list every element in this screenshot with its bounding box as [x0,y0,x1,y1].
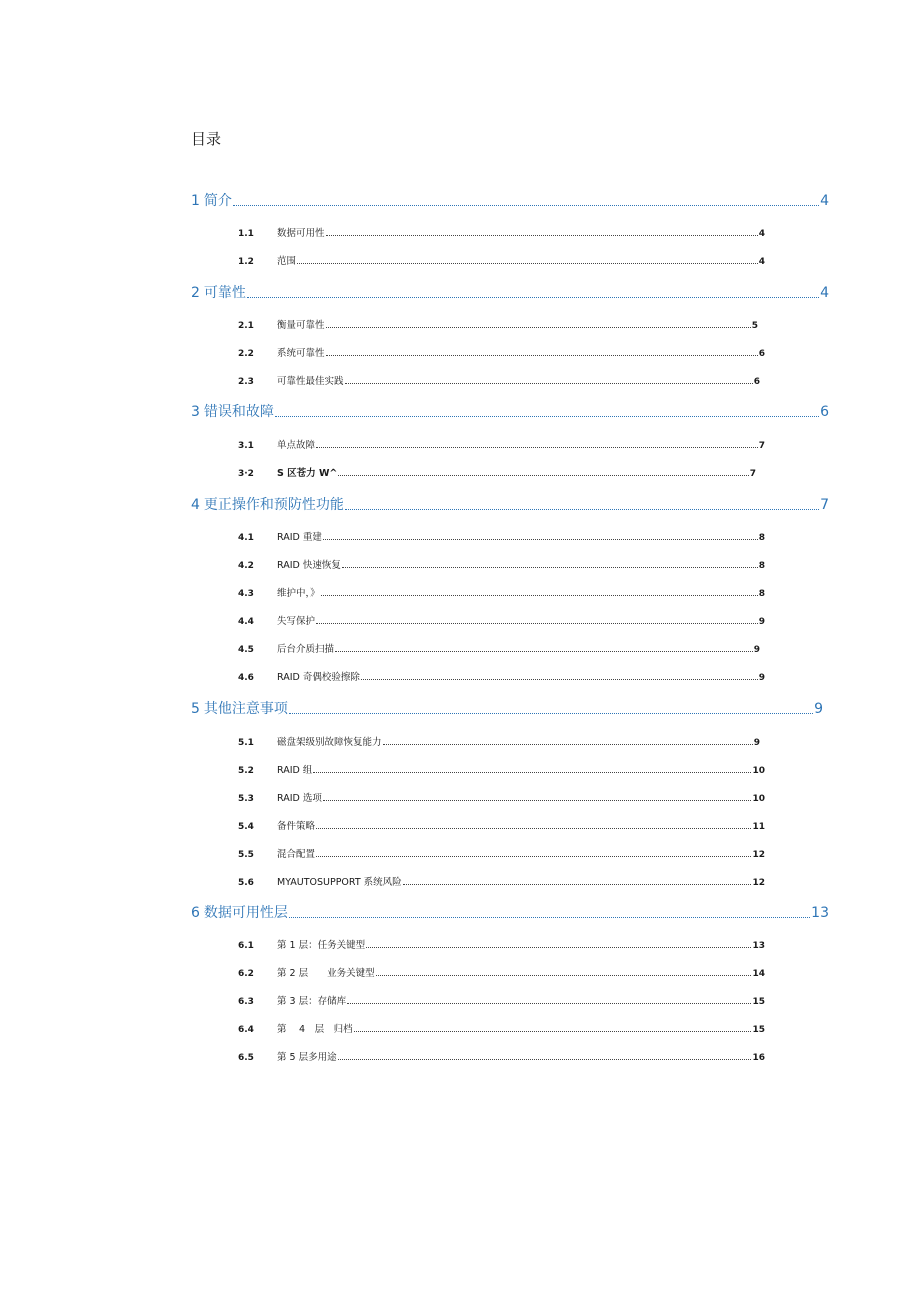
dot-leader [316,855,751,857]
toc-entry-page: 6 [753,377,760,387]
toc-entry-page: 16 [752,1053,765,1063]
toc-entry-number: 5.2 [238,766,254,776]
toc-entry-page: 9 [814,701,823,717]
toc-entry[interactable] [238,965,765,979]
toc-entry-number: 2.2 [238,349,254,359]
toc-entry-title: 数据可用性 [277,228,325,239]
toc-entry-page: 4 [820,285,829,301]
dot-leader [233,204,819,206]
toc-entry-title: 范围 [277,256,297,267]
toc-entry-number: 5.3 [238,794,254,804]
toc-entry[interactable] [238,734,760,748]
dot-leader [323,538,758,540]
toc-entry-title: 数据可用性层 [203,905,288,921]
toc-entry-number: 4.6 [238,673,254,683]
toc-entry-title: RAID 重建 [277,532,322,543]
toc-entry-number: 4 [191,497,200,513]
toc-entry-page: 12 [752,878,765,888]
dot-leader [247,296,819,298]
toc-entry-page: 8 [758,561,765,571]
toc-entry[interactable] [238,225,765,239]
toc-entry-number: 3.1 [238,441,254,451]
toc-entry-number: 2.1 [238,321,254,331]
toc-entry-number: 6.1 [238,941,254,951]
dot-leader [403,883,752,885]
toc-entry-number: 2 [191,285,200,301]
dot-leader [316,622,758,624]
toc-entry-number: 6.4 [238,1025,254,1035]
toc-entry-number: 4.5 [238,645,254,655]
toc-entry-number: 5.1 [238,738,254,748]
toc-entry-number: 4.4 [238,617,254,627]
dot-leader [347,1002,751,1004]
toc-entry-page: 14 [752,969,765,979]
toc-entry-number: 2.3 [238,377,254,387]
toc-entry-page: 12 [752,850,765,860]
toc-entry-number: 5 [191,701,200,717]
toc-entry-number: 6.2 [238,969,254,979]
toc-entry-number: 1.1 [238,229,254,239]
toc-entry-page: 7 [758,441,765,451]
toc-entry-title: 第 2 层 业务关键型 [277,968,375,979]
toc-entry-title: S 区苍力 W^ [277,468,338,479]
toc-entry-page: 15 [752,1025,765,1035]
toc-entry-title: 可靠性 [203,285,246,301]
toc-entry[interactable] [238,529,765,543]
toc-entry-page: 8 [758,533,765,543]
toc-entry[interactable] [238,613,765,627]
toc-entry[interactable] [238,669,765,683]
toc-entry-page: 6 [758,349,765,359]
toc-entry-page: 9 [758,673,765,683]
toc-entry-page: 10 [752,794,765,804]
dot-leader [342,566,758,568]
toc-entry-title: 更正操作和预防性功能 [203,497,344,513]
dot-leader [345,382,753,384]
toc-title: 目录 [191,130,222,148]
toc-entry-title: 混合配置 [277,849,316,860]
toc-entry[interactable] [238,762,765,776]
toc-entry-title: 第 3 层：存储库 [277,996,347,1007]
toc-entry-title: 失写保护 [277,616,316,627]
toc-entry-title: 衡量可靠性 [277,320,325,331]
toc-entry[interactable] [238,253,765,267]
toc-entry-page: 5 [751,321,758,331]
dot-leader [321,594,758,596]
dot-leader [326,234,758,236]
dot-leader [297,262,758,264]
toc-entry-page: 4 [758,257,765,267]
dot-leader [366,946,751,948]
toc-entry-title: MYAUTOSUPPORT 系统风险 [277,877,402,888]
toc-entry[interactable] [238,373,760,387]
toc-entry-title: 第 4 层 归档 [277,1024,353,1035]
dot-leader [361,678,758,680]
toc-entry[interactable] [238,437,765,451]
toc-entry-page: 4 [820,193,829,209]
toc-entry-page: 13 [811,905,829,921]
toc-entry-number: 3 [191,404,200,420]
toc-entry-title: RAID 组 [277,765,313,776]
dot-leader [345,508,819,510]
toc-entry-number: 6.5 [238,1053,254,1063]
toc-entry-title: 其他注意事项 [203,701,288,717]
toc-entry-number: 3·2 [238,469,254,479]
toc-entry[interactable] [191,698,823,718]
toc-entry[interactable] [238,846,765,860]
toc-entry-page: 15 [752,997,765,1007]
dot-leader [376,974,752,976]
toc-entry[interactable] [238,585,765,599]
toc-entry-title: 第 1 层：任务关键型 [277,940,366,951]
toc-entry-title: RAID 快速恢复 [277,560,341,571]
toc-entry-number: 5.4 [238,822,254,832]
dot-leader [313,771,751,773]
toc-entry[interactable] [191,282,829,302]
toc-entry[interactable] [238,465,756,479]
toc-entry-title: RAID 选项 [277,793,322,804]
toc-entry[interactable] [238,317,758,331]
toc-entry-title: 维护中，》 [277,588,320,599]
dot-leader [289,712,813,714]
toc-entry-page: 10 [752,766,765,776]
toc-entry-number: 1 [191,193,200,209]
dot-leader [326,354,758,356]
toc-entry-page: 13 [752,941,765,951]
toc-entry[interactable] [238,993,765,1007]
toc-entry-page: 6 [820,404,829,420]
toc-entry-number: 6 [191,905,200,921]
toc-entry[interactable] [238,641,760,655]
toc-entry-page: 9 [758,617,765,627]
toc-entry-page: 11 [752,822,765,832]
toc-entry[interactable] [191,494,829,514]
dot-leader [338,474,748,476]
dot-leader [289,916,810,918]
dot-leader [335,650,753,652]
toc-entry-title: 系统可靠性 [277,348,325,359]
toc-entry-page: 8 [758,589,765,599]
toc-entry-number: 4.2 [238,561,254,571]
toc-entry[interactable] [238,1021,765,1035]
toc-entry-title: 可靠性最佳实践 [277,376,344,387]
toc-entry[interactable] [191,401,829,421]
toc-entry-title: RAID 奇偶校验擦除 [277,672,360,683]
dot-leader [275,415,819,417]
toc-entry-number: 4.1 [238,533,254,543]
toc-entry-number: 4.3 [238,589,254,599]
toc-entry-page: 4 [758,229,765,239]
dot-leader [354,1030,752,1032]
toc-entry-title: 磁盘架级别故障恢复能力 [277,737,382,748]
toc-entry-number: 5.6 [238,878,254,888]
toc-entry[interactable] [191,902,829,922]
toc-entry-title: 第 5 层多用途 [277,1052,337,1063]
dot-leader [383,743,753,745]
toc-entry-title: 单点故障 [277,440,316,451]
toc-entry[interactable] [238,557,765,571]
toc-entry-page: 9 [753,738,760,748]
toc-entry[interactable] [238,790,765,804]
toc-entry[interactable] [238,818,765,832]
toc-entry-title: 后台介质扫描 [277,644,335,655]
toc-entry-number: 6.3 [238,997,254,1007]
toc-entry[interactable] [238,1049,765,1063]
toc-entry[interactable] [238,874,765,888]
dot-leader [323,799,752,801]
toc-entry-title: 简介 [203,193,232,209]
toc-entry[interactable] [238,345,765,359]
toc-entry-title: 备件策略 [277,821,316,832]
toc-entry[interactable] [191,190,829,210]
dot-leader [316,827,751,829]
toc-entry-title: 错误和故障 [203,404,274,420]
toc-entry-page: 7 [749,469,756,479]
toc-entry-number: 5.5 [238,850,254,860]
toc-entry[interactable] [238,937,765,951]
toc-entry-number: 1.2 [238,257,254,267]
dot-leader [316,446,758,448]
toc-entry-page: 7 [820,497,829,513]
toc-entry-page: 9 [753,645,760,655]
dot-leader [326,326,751,328]
dot-leader [338,1058,752,1060]
